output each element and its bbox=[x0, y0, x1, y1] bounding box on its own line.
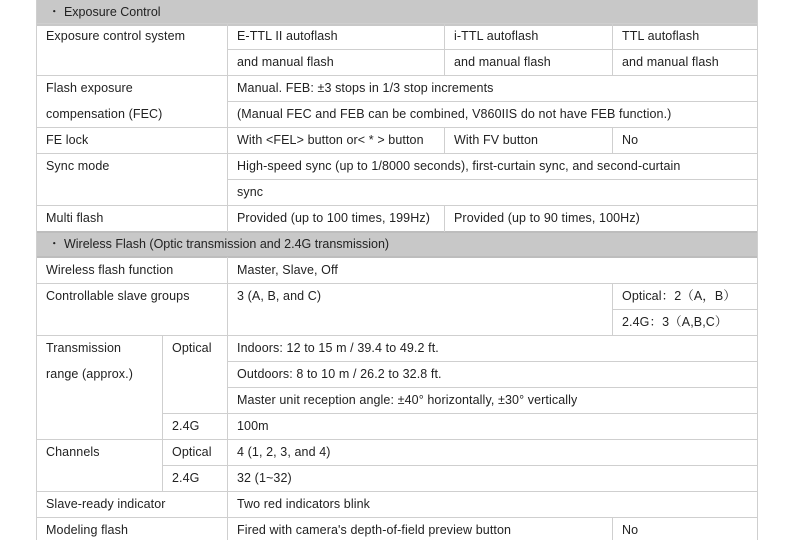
section-header-exposure-control: ・ Exposure Control bbox=[36, 0, 758, 26]
row-divider bbox=[36, 127, 758, 128]
row-divider bbox=[36, 335, 758, 336]
channels-optical-value: 4 (1, 2, 3, and 4) bbox=[237, 445, 331, 459]
modeling-flash-sony: No bbox=[622, 523, 639, 537]
slave-groups-value: 3 (A, B, and C) bbox=[237, 289, 322, 303]
table-left-border bbox=[36, 0, 37, 540]
label-transmission-range-line-1: Transmission bbox=[46, 341, 122, 355]
fec-value-line-2: (Manual FEC and FEB can be combined, V860IIS do not have FEB function.) bbox=[237, 107, 672, 121]
column-divider bbox=[612, 283, 613, 335]
column-divider bbox=[227, 23, 228, 232]
label-wireless-flash-function: Wireless flash function bbox=[46, 263, 174, 277]
ettl-line-1: E-TTL II autoflash bbox=[237, 29, 338, 43]
ettl-line-2: and manual flash bbox=[237, 55, 334, 69]
label-fec-line-1: Flash exposure bbox=[46, 81, 133, 95]
row-divider bbox=[36, 283, 758, 284]
column-divider bbox=[444, 23, 445, 75]
column-divider bbox=[227, 257, 228, 540]
ittl-line-2: and manual flash bbox=[454, 55, 551, 69]
row-divider bbox=[612, 309, 758, 310]
row-divider bbox=[36, 491, 758, 492]
slave-groups-optical: Optical：2（A，B） bbox=[622, 289, 736, 303]
row-divider bbox=[227, 361, 758, 362]
fec-value-line-1: Manual. FEB: ±3 stops in 1/3 stop increments bbox=[237, 81, 494, 95]
row-divider bbox=[162, 413, 758, 414]
multi-flash-a: Provided (up to 100 times, 199Hz) bbox=[237, 211, 430, 225]
multi-flash-b: Provided (up to 90 times, 100Hz) bbox=[454, 211, 640, 225]
column-divider bbox=[612, 127, 613, 153]
label-transmission-range-line-2: range (approx.) bbox=[46, 367, 133, 381]
specifications-table bbox=[36, 0, 758, 540]
channels-2-4g-value: 32 (1~32) bbox=[237, 471, 292, 485]
label-channels: Channels bbox=[46, 445, 100, 459]
label-controllable-slave-groups: Controllable slave groups bbox=[46, 289, 190, 303]
section-header-wireless-flash: ・ Wireless Flash (Optic transmission and 2.4G transmission) bbox=[36, 232, 758, 258]
range-indoors: Indoors: 12 to 15 m / 39.4 to 49.2 ft. bbox=[237, 341, 439, 355]
row-divider bbox=[36, 75, 758, 76]
section-rule bbox=[36, 256, 758, 258]
row-divider bbox=[36, 517, 758, 518]
row-divider bbox=[227, 387, 758, 388]
channels-optical-label: Optical bbox=[172, 445, 212, 459]
slave-ready-value: Two red indicators blink bbox=[237, 497, 371, 511]
sync-mode-line-1: High-speed sync (up to 1/8000 seconds), first-curtain sync, and second-curtain bbox=[237, 159, 681, 173]
row-divider bbox=[162, 465, 758, 466]
label-slave-ready-indicator: Slave-ready indicator bbox=[46, 497, 166, 511]
range-optical-label: Optical bbox=[172, 341, 212, 355]
label-sync-mode: Sync mode bbox=[46, 159, 110, 173]
row-divider bbox=[36, 23, 758, 24]
row-divider bbox=[227, 49, 758, 50]
range-2-4g-value: 100m bbox=[237, 419, 269, 433]
column-divider bbox=[612, 23, 613, 75]
column-divider bbox=[444, 127, 445, 153]
range-outdoors: Outdoors: 8 to 10 m / 26.2 to 32.8 ft. bbox=[237, 367, 442, 381]
modeling-flash-value: Fired with camera's depth-of-field preview button bbox=[237, 523, 512, 537]
range-2-4g-label: 2.4G bbox=[172, 419, 200, 433]
label-exposure-control-system: Exposure control system bbox=[46, 29, 186, 43]
row-divider bbox=[36, 205, 758, 206]
fe-lock-canon: With <FEL> button or< * > button bbox=[237, 133, 424, 147]
table-right-border bbox=[757, 0, 758, 540]
fe-lock-sony: No bbox=[622, 133, 639, 147]
range-reception-angle: Master unit reception angle: ±40° horizontally, ±30° vertically bbox=[237, 393, 578, 407]
row-divider bbox=[36, 153, 758, 154]
row-divider bbox=[227, 179, 758, 180]
column-divider bbox=[162, 335, 163, 491]
label-fe-lock: FE lock bbox=[46, 133, 89, 147]
ttl-line-2: and manual flash bbox=[622, 55, 719, 69]
row-divider bbox=[227, 101, 758, 102]
section-rule bbox=[36, 231, 758, 233]
channels-2-4g-label: 2.4G bbox=[172, 471, 200, 485]
fe-lock-nikon: With FV button bbox=[454, 133, 539, 147]
wireless-flash-function-value: Master, Slave, Off bbox=[237, 263, 338, 277]
row-divider bbox=[36, 439, 758, 440]
label-multi-flash: Multi flash bbox=[46, 211, 104, 225]
ittl-line-1: i-TTL autoflash bbox=[454, 29, 539, 43]
ttl-line-1: TTL autoflash bbox=[622, 29, 700, 43]
column-divider bbox=[444, 205, 445, 232]
label-fec-line-2: compensation (FEC) bbox=[46, 107, 163, 121]
column-divider bbox=[612, 517, 613, 540]
slave-groups-2-4g: 2.4G：3（A,B,C） bbox=[622, 315, 728, 329]
label-modeling-flash: Modeling flash bbox=[46, 523, 129, 537]
sync-mode-line-2: sync bbox=[237, 185, 264, 199]
